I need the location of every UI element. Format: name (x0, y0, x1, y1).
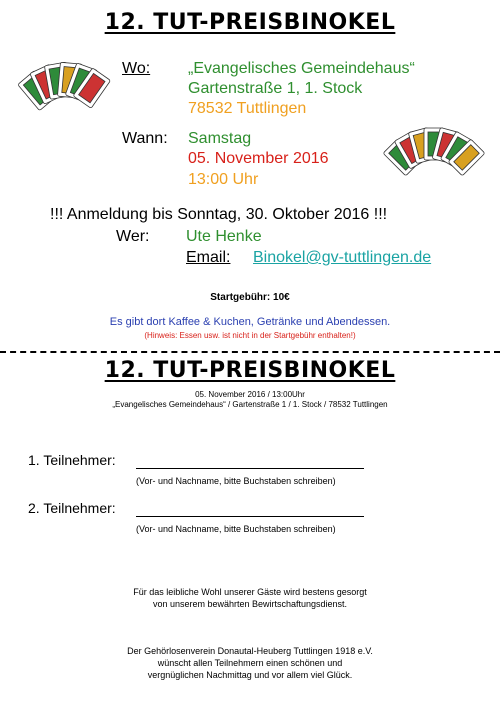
participant-1-label: 1. Teilnehmer: (28, 452, 116, 468)
participant-2-hint: (Vor- und Nachname, bitte Buchstaben schreiben) (136, 524, 336, 534)
playing-cards-right-icon (380, 118, 488, 196)
page-title: 12. TUT-PREISBINOKEL (104, 10, 396, 35)
event-date: 05. November 2016 (188, 150, 329, 167)
registration-deadline: !!! Anmeldung bis Sonntag, 30. Oktober 2016 !!! (50, 206, 388, 223)
wo-label: Wo: (122, 60, 151, 77)
form-venue-line: „Evangelisches Gemeindehaus“ / Gartenstraße 1 / 1. Stock / 78532 Tuttlingen (112, 400, 388, 409)
catering-line-1: Für das leibliche Wohl unserer Gäste wird bestens gesorgt (133, 587, 367, 597)
food-info: Es gibt dort Kaffee & Kuchen, Getränke und Abendessen. (109, 316, 391, 328)
venue-street: Gartenstraße 1, 1. Stock (188, 80, 363, 97)
cut-line (0, 351, 500, 353)
form-date-line: 05. November 2016 / 13:00Uhr (195, 390, 305, 399)
email-label: Email: (186, 249, 231, 266)
catering-line-2: von unserem bewährten Bewirtschaftungsdienst. (152, 599, 348, 609)
contact-name: Ute Henke (186, 228, 262, 245)
wer-label: Wer: (116, 228, 150, 245)
form-title: 12. TUT-PREISBINOKEL (104, 358, 396, 383)
participant-1-hint: (Vor- und Nachname, bitte Buchstaben schreiben) (136, 476, 336, 486)
venue-city: 78532 Tuttlingen (188, 100, 307, 117)
participant-2-label: 2. Teilnehmer: (28, 500, 116, 516)
club-line-1: Der Gehörlosenverein Donautal-Heuberg Tuttlingen 1918 e.V. (127, 646, 373, 656)
start-fee: Startgebühr: 10€ (210, 292, 290, 303)
event-time: 13:00 Uhr (188, 171, 259, 188)
playing-cards-left-icon (18, 55, 113, 133)
food-hint: (Hinweis: Essen usw. ist nicht in der Startgebühr enthalten!) (144, 331, 356, 340)
email-link[interactable]: Binokel@gv-tuttlingen.de (253, 249, 432, 266)
participant-2-input[interactable] (136, 516, 364, 517)
club-line-3: vergnüglichen Nachmittag und vor allem viel Glück. (147, 670, 353, 680)
venue-name: „Evangelisches Gemeindehaus“ (188, 60, 415, 77)
event-day: Samstag (188, 130, 252, 147)
wann-label: Wann: (122, 130, 168, 147)
club-line-2: wünscht allen Teilnehmern einen schönen und (157, 658, 343, 668)
participant-1-input[interactable] (136, 468, 364, 469)
